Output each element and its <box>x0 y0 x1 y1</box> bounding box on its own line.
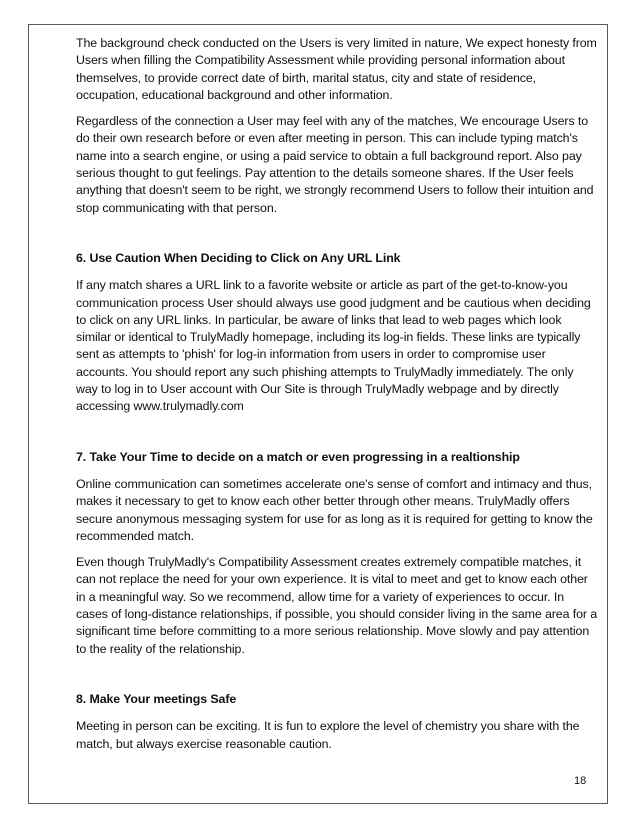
section-paragraph: Meeting in person can be exciting. It is fun to explore the level of chemistry you share with the match, but always exercise reasonable caution. <box>76 719 580 751</box>
intro-paragraph: The background check conducted on the Users is very limited in nature, We expect honesty from Users when filling the Compatibility Assessment while providing personal information about themselves, to provide correct date of birth, marital status, city and state of residence, occupation, educational background and other information. <box>76 36 597 102</box>
document-body <box>76 35 598 762</box>
section-heading-take-your-time: 7. Take Your Time to decide on a match or even progressing in a realtionship <box>76 449 520 464</box>
section-heading-url-links: 6. Use Caution When Deciding to Click on Any URL Link <box>76 250 401 265</box>
section-paragraph: Online communication can sometimes accelerate one's sense of comfort and intimacy and thus, makes it necessary to get to know each other better through other means. TrulyMadly offers secure anonymous messaging system for use for as long as it is required for getting to know the recommended match. <box>76 476 593 543</box>
section-paragraph: Even though TrulyMadly's Compatibility Assessment creates extremely compatible matches, it can not replace the need for your own experience. It is vital to meet and get to know each other in a meaningful way. So we recommend, allow time for a variety of experiences to occur. In cases of long-distance relationships, if possible, you should consider living in the same area for a significant time before committing to a more serious relationship. Move slowly and pay attention to the reality of the relationship. <box>76 555 598 656</box>
intro-paragraph: Regardless of the connection a User may feel with any of the matches, We encourage Users to do their own research before or even after meeting in person. This can include typing match's name into a search engine, or using a paid service to obtain a full background report. Also pay serious thought to gut feelings. Pay attention to the details someone shares. If the User feels anything that doesn't seem to be right, we strongly recommend Users to follow their intuition and stop communicating with that person. <box>76 114 594 215</box>
page-number: 18 <box>574 775 587 787</box>
section-paragraph: If any match shares a URL link to a favorite website or article as part of the get-to-know-you communication process User should always use good judgment and be cautious when deciding to click on any URL links. In particular, be aware of links that lead to web pages which look similar or identical to TrulyMadly homepage, including its log-in fields. These links are typically sent as attempts to 'phish' for log-in information from users in order to compromise user accounts. You should report any such phishing attempts to TrulyMadly immediately. The only way to log in to User account with Our Site is through TrulyMadly webpage and by directly accessing www.trulymadly.com <box>76 278 591 414</box>
section-heading-safe-meetings: 8. Make Your meetings Safe <box>76 691 237 706</box>
